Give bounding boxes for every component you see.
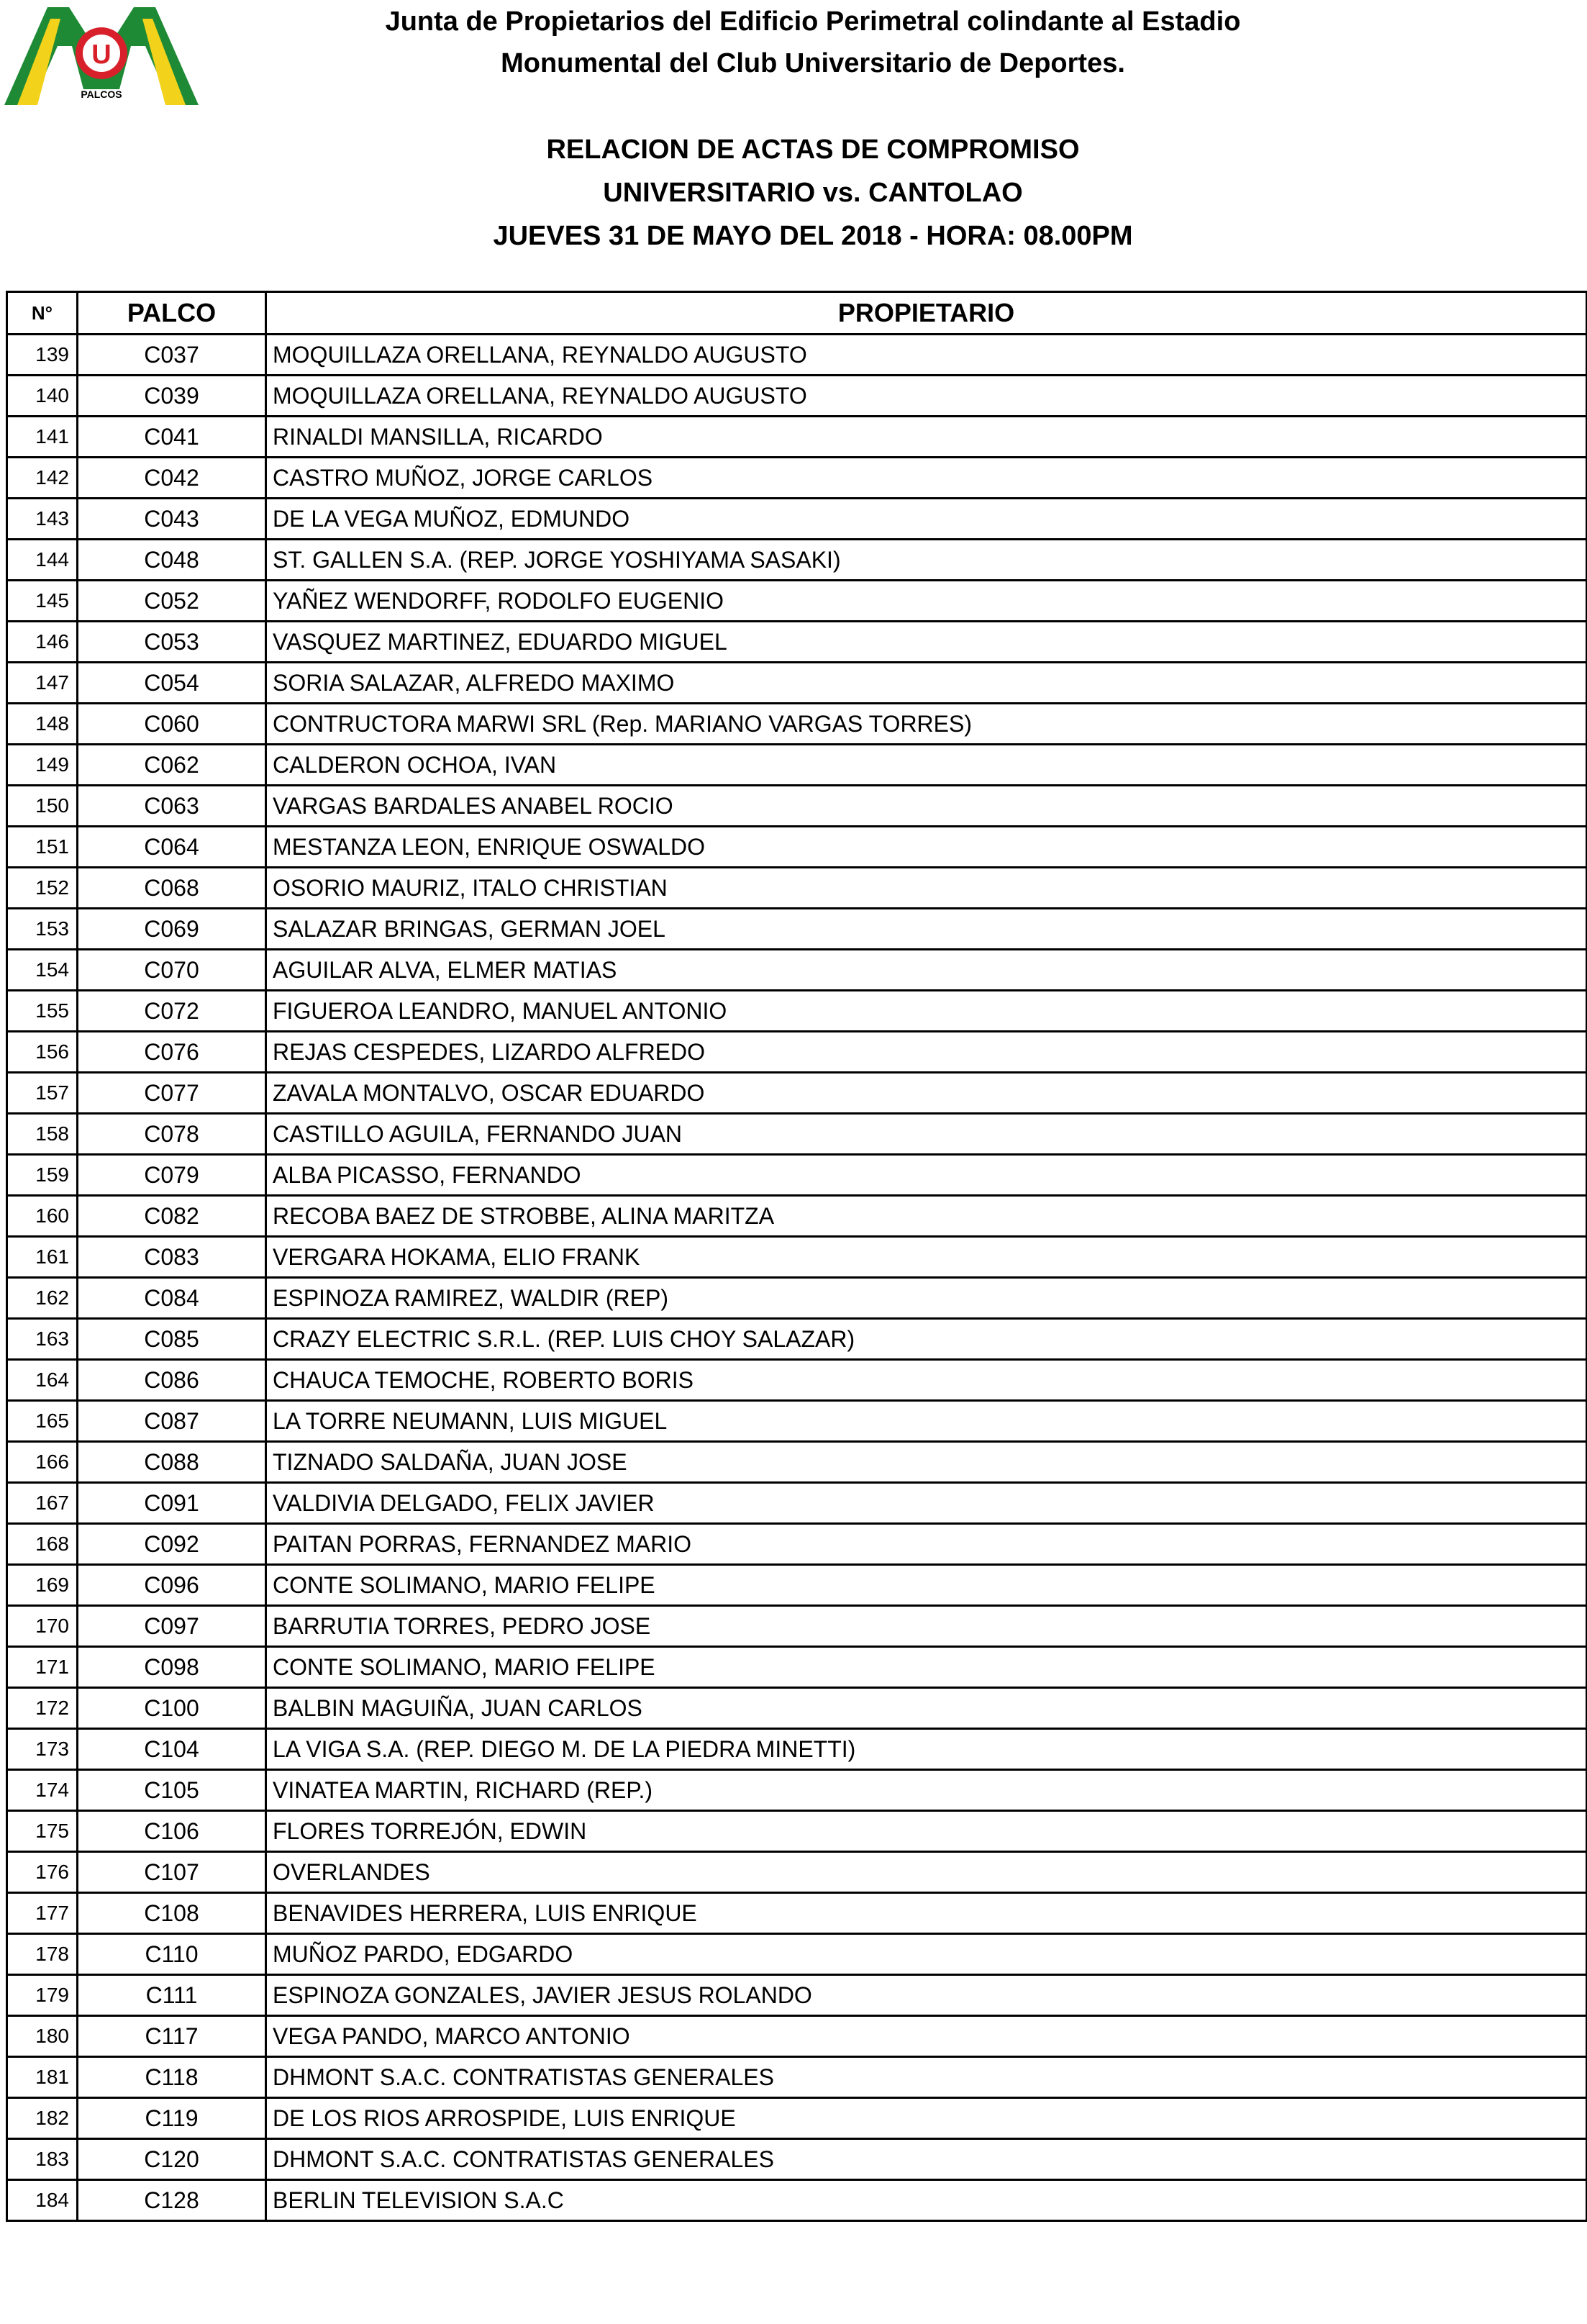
row-owner: FLORES TORREJÓN, EDWIN: [266, 1811, 1587, 1852]
row-owner: BERLIN TELEVISION S.A.C: [266, 2180, 1587, 2221]
row-palco: C041: [78, 417, 266, 458]
row-number: 179: [7, 1975, 78, 2016]
row-owner: VINATEA MARTIN, RICHARD (REP.): [266, 1770, 1587, 1811]
row-number: 184: [7, 2180, 78, 2221]
table-row: [7, 1114, 1587, 1155]
row-number: 167: [7, 1483, 78, 1524]
row-number: 157: [7, 1073, 78, 1114]
row-owner: DHMONT S.A.C. CONTRATISTAS GENERALES: [266, 2057, 1587, 2098]
row-number: 161: [7, 1237, 78, 1278]
row-palco: C037: [78, 335, 266, 376]
table-row: [7, 786, 1587, 827]
row-number: 143: [7, 499, 78, 540]
table-row: [7, 1647, 1587, 1688]
table-row: [7, 1852, 1587, 1893]
row-number: 166: [7, 1442, 78, 1483]
row-palco: C072: [78, 991, 266, 1032]
table-row: [7, 376, 1587, 417]
row-palco: C053: [78, 622, 266, 663]
row-number: 171: [7, 1647, 78, 1688]
palcos-logo: [4, 3, 199, 105]
table-row: [7, 1032, 1587, 1073]
table-row: [7, 745, 1587, 786]
row-number: 173: [7, 1729, 78, 1770]
row-palco: C128: [78, 2180, 266, 2221]
row-palco: C082: [78, 1196, 266, 1237]
table-row: [7, 417, 1587, 458]
row-palco: C107: [78, 1852, 266, 1893]
row-owner: YAÑEZ WENDORFF, RODOLFO EUGENIO: [266, 581, 1587, 622]
row-number: 148: [7, 704, 78, 745]
row-palco: C079: [78, 1155, 266, 1196]
row-owner: CONTRUCTORA MARWI SRL (Rep. MARIANO VARGAS TORRES): [266, 704, 1587, 745]
row-owner: OSORIO MAURIZ, ITALO CHRISTIAN: [266, 868, 1587, 909]
row-palco: C078: [78, 1114, 266, 1155]
row-owner: CASTRO MUÑOZ, JORGE CARLOS: [266, 458, 1587, 499]
row-palco: C060: [78, 704, 266, 745]
table-row: [7, 1073, 1587, 1114]
row-owner: REJAS CESPEDES, LIZARDO ALFREDO: [266, 1032, 1587, 1073]
table-body: [7, 335, 1587, 2221]
row-number: 152: [7, 868, 78, 909]
row-owner: CASTILLO AGUILA, FERNANDO JUAN: [266, 1114, 1587, 1155]
row-palco: C064: [78, 827, 266, 868]
column-header-owner: PROPIETARIO: [266, 292, 1587, 335]
row-owner: ZAVALA MONTALVO, OSCAR EDUARDO: [266, 1073, 1587, 1114]
row-number: 176: [7, 1852, 78, 1893]
table-row: [7, 1729, 1587, 1770]
row-number: 175: [7, 1811, 78, 1852]
row-palco: C087: [78, 1401, 266, 1442]
row-owner: ST. GALLEN S.A. (REP. JORGE YOSHIYAMA SASAKI): [266, 540, 1587, 581]
table-row: [7, 1934, 1587, 1975]
row-owner: TIZNADO SALDAÑA, JUAN JOSE: [266, 1442, 1587, 1483]
table-row: [7, 1278, 1587, 1319]
row-number: 170: [7, 1606, 78, 1647]
row-palco: C092: [78, 1524, 266, 1565]
row-number: 158: [7, 1114, 78, 1155]
row-owner: MUÑOZ PARDO, EDGARDO: [266, 1934, 1587, 1975]
table-row: [7, 1401, 1587, 1442]
row-owner: VERGARA HOKAMA, ELIO FRANK: [266, 1237, 1587, 1278]
row-number: 142: [7, 458, 78, 499]
row-palco: C042: [78, 458, 266, 499]
table-row: [7, 1975, 1587, 2016]
table-row: [7, 868, 1587, 909]
table-row: [7, 1770, 1587, 1811]
row-palco: C084: [78, 1278, 266, 1319]
table-row: [7, 950, 1587, 991]
row-owner: AGUILAR ALVA, ELMER MATIAS: [266, 950, 1587, 991]
table-row: [7, 827, 1587, 868]
row-owner: CHAUCA TEMOCHE, ROBERTO BORIS: [266, 1360, 1587, 1401]
org-title-line1: Junta de Propietarios del Edificio Perimetral colindante al Estadio: [385, 6, 1241, 37]
row-palco: C097: [78, 1606, 266, 1647]
table-row: [7, 1565, 1587, 1606]
row-number: 154: [7, 950, 78, 991]
table-row: [7, 1893, 1587, 1934]
row-owner: CALDERON OCHOA, IVAN: [266, 745, 1587, 786]
row-owner: ESPINOZA RAMIREZ, WALDIR (REP): [266, 1278, 1587, 1319]
row-palco: C063: [78, 786, 266, 827]
logo-letter: U: [91, 40, 112, 70]
row-owner: LA TORRE NEUMANN, LUIS MIGUEL: [266, 1401, 1587, 1442]
row-number: 160: [7, 1196, 78, 1237]
table-row: [7, 1196, 1587, 1237]
owners-table: [6, 291, 1587, 2222]
row-owner: CRAZY ELECTRIC S.R.L. (REP. LUIS CHOY SALAZAR): [266, 1319, 1587, 1360]
document-title: RELACION DE ACTAS DE COMPROMISO: [546, 135, 1080, 165]
row-owner: OVERLANDES: [266, 1852, 1587, 1893]
row-owner: DE LA VEGA MUÑOZ, EDMUNDO: [266, 499, 1587, 540]
row-owner: MESTANZA LEON, ENRIQUE OSWALDO: [266, 827, 1587, 868]
row-owner: VARGAS BARDALES ANABEL ROCIO: [266, 786, 1587, 827]
row-number: 150: [7, 786, 78, 827]
row-owner: FIGUEROA LEANDRO, MANUEL ANTONIO: [266, 991, 1587, 1032]
table-row: [7, 1606, 1587, 1647]
row-number: 163: [7, 1319, 78, 1360]
table-row: [7, 581, 1587, 622]
row-palco: C119: [78, 2098, 266, 2139]
row-number: 155: [7, 991, 78, 1032]
row-number: 174: [7, 1770, 78, 1811]
row-palco: C120: [78, 2139, 266, 2180]
table-row: [7, 1524, 1587, 1565]
row-owner: VASQUEZ MARTINEZ, EDUARDO MIGUEL: [266, 622, 1587, 663]
row-number: 139: [7, 335, 78, 376]
column-header-num: N°: [7, 292, 78, 335]
row-number: 144: [7, 540, 78, 581]
table-row: [7, 1155, 1587, 1196]
row-palco: C096: [78, 1565, 266, 1606]
table-row: [7, 1442, 1587, 1483]
row-owner: BENAVIDES HERRERA, LUIS ENRIQUE: [266, 1893, 1587, 1934]
row-owner: CONTE SOLIMANO, MARIO FELIPE: [266, 1565, 1587, 1606]
row-palco: C105: [78, 1770, 266, 1811]
row-number: 141: [7, 417, 78, 458]
row-number: 147: [7, 663, 78, 704]
table-header-row: [7, 292, 1587, 335]
row-palco: C048: [78, 540, 266, 581]
table-row: [7, 2016, 1587, 2057]
row-owner: BARRUTIA TORRES, PEDRO JOSE: [266, 1606, 1587, 1647]
row-palco: C077: [78, 1073, 266, 1114]
row-number: 168: [7, 1524, 78, 1565]
table-row: [7, 2139, 1587, 2180]
table-row: [7, 2098, 1587, 2139]
row-number: 180: [7, 2016, 78, 2057]
row-palco: C091: [78, 1483, 266, 1524]
row-number: 146: [7, 622, 78, 663]
row-palco: C085: [78, 1319, 266, 1360]
row-owner: MOQUILLAZA ORELLANA, REYNALDO AUGUSTO: [266, 376, 1587, 417]
table-row: [7, 1319, 1587, 1360]
row-palco: C118: [78, 2057, 266, 2098]
match-date-time: JUEVES 31 DE MAYO DEL 2018 - HORA: 08.00PM: [493, 221, 1133, 251]
row-palco: C098: [78, 1647, 266, 1688]
row-number: 183: [7, 2139, 78, 2180]
row-palco: C111: [78, 1975, 266, 2016]
row-palco: C083: [78, 1237, 266, 1278]
row-owner: VALDIVIA DELGADO, FELIX JAVIER: [266, 1483, 1587, 1524]
row-owner: SALAZAR BRINGAS, GERMAN JOEL: [266, 909, 1587, 950]
table-row: [7, 1360, 1587, 1401]
row-palco: C062: [78, 745, 266, 786]
row-palco: C039: [78, 376, 266, 417]
table-row: [7, 1483, 1587, 1524]
row-number: 145: [7, 581, 78, 622]
row-owner: LA VIGA S.A. (REP. DIEGO M. DE LA PIEDRA MINETTI): [266, 1729, 1587, 1770]
row-number: 181: [7, 2057, 78, 2098]
row-owner: ESPINOZA GONZALES, JAVIER JESUS ROLANDO: [266, 1975, 1587, 2016]
row-number: 153: [7, 909, 78, 950]
row-palco: C052: [78, 581, 266, 622]
row-owner: RINALDI MANSILLA, RICARDO: [266, 417, 1587, 458]
row-owner: ALBA PICASSO, FERNANDO: [266, 1155, 1587, 1196]
row-palco: C100: [78, 1688, 266, 1729]
row-number: 159: [7, 1155, 78, 1196]
row-number: 178: [7, 1934, 78, 1975]
row-owner: DE LOS RIOS ARROSPIDE, LUIS ENRIQUE: [266, 2098, 1587, 2139]
table-row: [7, 991, 1587, 1032]
row-palco: C069: [78, 909, 266, 950]
row-number: 172: [7, 1688, 78, 1729]
row-number: 165: [7, 1401, 78, 1442]
row-number: 151: [7, 827, 78, 868]
row-owner: DHMONT S.A.C. CONTRATISTAS GENERALES: [266, 2139, 1587, 2180]
table-row: [7, 1688, 1587, 1729]
row-number: 162: [7, 1278, 78, 1319]
row-palco: C117: [78, 2016, 266, 2057]
row-palco: C054: [78, 663, 266, 704]
row-number: 169: [7, 1565, 78, 1606]
table-row: [7, 622, 1587, 663]
row-number: 156: [7, 1032, 78, 1073]
table-row: [7, 909, 1587, 950]
table-row: [7, 2180, 1587, 2221]
row-number: 177: [7, 1893, 78, 1934]
row-owner: VEGA PANDO, MARCO ANTONIO: [266, 2016, 1587, 2057]
row-owner: BALBIN MAGUIÑA, JUAN CARLOS: [266, 1688, 1587, 1729]
row-palco: C106: [78, 1811, 266, 1852]
row-palco: C088: [78, 1442, 266, 1483]
row-palco: C110: [78, 1934, 266, 1975]
table-row: [7, 1811, 1587, 1852]
row-palco: C104: [78, 1729, 266, 1770]
row-number: 149: [7, 745, 78, 786]
row-owner: RECOBA BAEZ DE STROBBE, ALINA MARITZA: [266, 1196, 1587, 1237]
row-palco: C043: [78, 499, 266, 540]
table-row: [7, 663, 1587, 704]
column-header-palco: PALCO: [78, 292, 266, 335]
row-owner: PAITAN PORRAS, FERNANDEZ MARIO: [266, 1524, 1587, 1565]
table-row: [7, 704, 1587, 745]
table-row: [7, 458, 1587, 499]
logo-text: PALCOS: [81, 88, 122, 100]
table-row: [7, 499, 1587, 540]
row-palco: C086: [78, 1360, 266, 1401]
row-owner: CONTE SOLIMANO, MARIO FELIPE: [266, 1647, 1587, 1688]
table-row: [7, 2057, 1587, 2098]
row-palco: C108: [78, 1893, 266, 1934]
row-number: 164: [7, 1360, 78, 1401]
row-owner: SORIA SALAZAR, ALFREDO MAXIMO: [266, 663, 1587, 704]
row-palco: C076: [78, 1032, 266, 1073]
match-title: UNIVERSITARIO vs. CANTOLAO: [603, 178, 1023, 208]
row-palco: C068: [78, 868, 266, 909]
table-row: [7, 1237, 1587, 1278]
org-title-line2: Monumental del Club Universitario de Deportes.: [501, 48, 1125, 78]
table-row: [7, 335, 1587, 376]
row-number: 140: [7, 376, 78, 417]
row-owner: MOQUILLAZA ORELLANA, REYNALDO AUGUSTO: [266, 335, 1587, 376]
table-row: [7, 540, 1587, 581]
row-number: 182: [7, 2098, 78, 2139]
row-palco: C070: [78, 950, 266, 991]
